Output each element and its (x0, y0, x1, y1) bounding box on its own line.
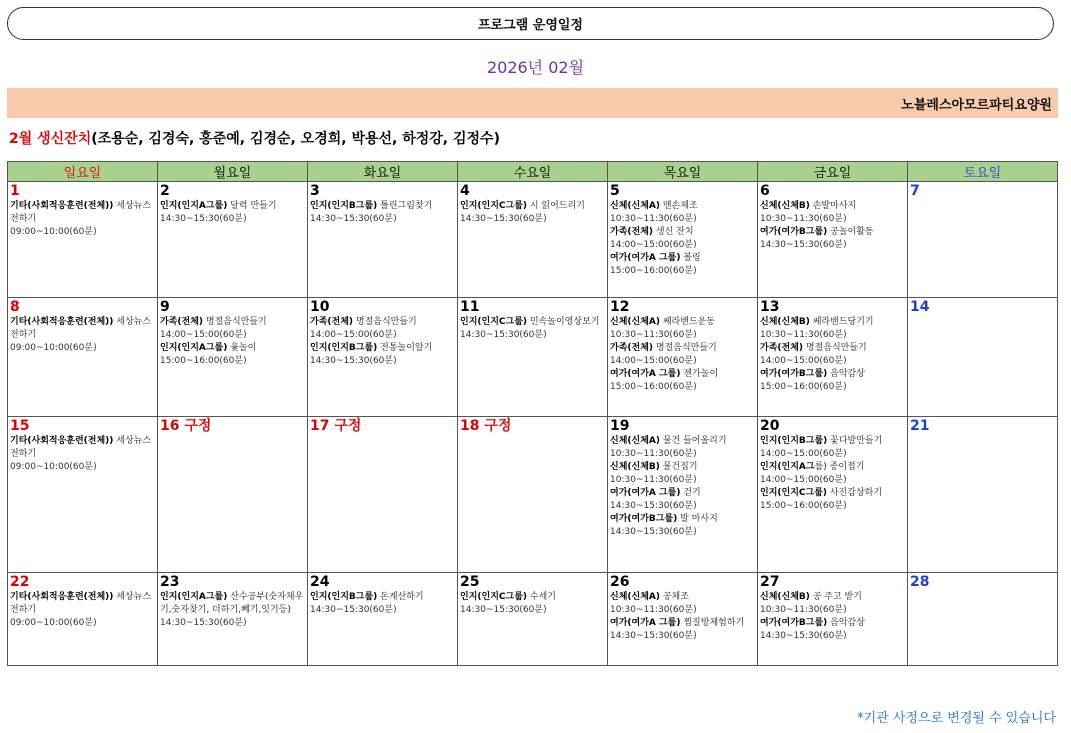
organization-name: 노블레스아모르파티요양원 (901, 97, 1052, 113)
event-category: 신체(신체B) (760, 201, 810, 211)
event-activity: 맨손체조 (659, 201, 698, 211)
calendar-day-cell (608, 298, 758, 417)
event-activity: 손발마사지 (809, 201, 857, 211)
event-category: 기타(사회적응훈련(전체)) (10, 436, 114, 446)
calendar-day-cell (458, 298, 608, 417)
program-event (760, 617, 906, 643)
program-event (760, 487, 906, 513)
program-event (310, 591, 456, 617)
calendar-week-row (8, 573, 1058, 666)
event-activity: 틀린그림찾기 (377, 201, 433, 211)
calendar-day-cell (908, 417, 1058, 573)
program-event (460, 200, 606, 226)
event-category: 인지(인지A그룹) (160, 592, 228, 602)
event-category: 신체(신체A) (610, 201, 660, 211)
event-time: 14:30~15:30(60분) (760, 240, 847, 250)
weekday-monday: 월요일 (158, 162, 308, 182)
calendar-day-cell (308, 298, 458, 417)
calendar-day-cell (158, 182, 308, 298)
event-time: 14:30~15:30(60분) (610, 501, 697, 511)
event-activity: 음악감상 (827, 369, 865, 379)
day-number: 13 (760, 299, 780, 315)
event-time: 14:30~15:30(60분) (310, 356, 397, 366)
footer-note: *기관 사정으로 변경될 수 있습니다 (857, 711, 1056, 726)
event-activity: 윷놀이 (227, 343, 257, 353)
event-category: 인지(인지C그룹) (460, 201, 527, 211)
event-activity: 수세기 (527, 592, 556, 602)
event-category: 기타(사회적응훈련(전체)) (10, 317, 114, 327)
program-event (760, 591, 906, 617)
event-category: 신체(신체A) (610, 436, 660, 446)
event-time: 14:00~15:00(60분) (760, 475, 847, 485)
event-time: 14:30~15:30(60분) (460, 214, 547, 224)
event-activity: 발 마사지 (677, 514, 718, 524)
event-category: 기타(사회적응훈련(전체)) (10, 592, 114, 602)
program-event (10, 435, 156, 474)
event-activity: 찜질방체험하기 (680, 618, 745, 628)
program-event (460, 591, 606, 617)
event-category: 인지(인지B그룹) (310, 343, 378, 353)
day-number: 14 (910, 299, 930, 315)
event-activity: 달력 만들기 (227, 201, 277, 211)
program-event (610, 342, 756, 368)
event-category: 가족(전체) (160, 317, 204, 327)
event-time: 10:30~11:30(60분) (760, 214, 847, 224)
weekday-thursday: 목요일 (608, 162, 758, 182)
organization-bar (7, 88, 1058, 118)
event-activity: 공체조 (659, 592, 689, 602)
event-time: 14:30~15:30(60분) (610, 527, 697, 537)
event-category: 신체(신체B) (760, 317, 810, 327)
event-activity: 명절음식만들기 (803, 343, 867, 353)
event-category: 여가(여가A 그룹) (610, 488, 681, 498)
event-time: 14:00~15:00(60분) (160, 330, 247, 340)
day-number: 20 (760, 418, 780, 434)
event-activity: 명절음식만들기 (203, 317, 267, 327)
day-number: 12 (610, 299, 630, 315)
weekday-saturday: 토요일 (908, 162, 1058, 182)
calendar-day-cell (158, 573, 308, 666)
calendar-day-cell (458, 573, 608, 666)
program-event (10, 200, 156, 239)
event-category: 가족(전체) (760, 343, 804, 353)
event-category: 인지(인지A그룹) (160, 201, 228, 211)
event-time: 14:00~15:00(60분) (760, 356, 847, 366)
event-category: 인지(인지A그 (760, 462, 815, 472)
calendar-week-row (8, 298, 1058, 417)
program-event (610, 252, 756, 278)
event-time: 10:30~11:30(60분) (610, 449, 697, 459)
event-time: 14:00~15:00(60분) (310, 330, 397, 340)
calendar-day-cell (308, 182, 458, 298)
event-category: 신체(신체B) (760, 592, 810, 602)
calendar-day-cell (8, 182, 158, 298)
event-category: 인지(인지A그룹) (160, 343, 228, 353)
day-number: 23 (160, 574, 180, 590)
program-event (610, 591, 756, 617)
day-number: 2 (160, 183, 170, 199)
event-activity: 전통놀이알기 (377, 343, 433, 353)
calendar-day-cell (308, 417, 458, 573)
calendar-day-cell (758, 573, 908, 666)
day-number: 6 (760, 183, 770, 199)
event-time: 10:30~11:30(60분) (610, 605, 697, 615)
event-activity: 젠가놀이 (680, 369, 719, 379)
event-activity: 명절음식만들기 (653, 343, 717, 353)
program-event (610, 435, 756, 461)
event-category: 여가(여가A 그룹) (610, 253, 681, 263)
day-number: 10 (310, 299, 330, 315)
event-category: 기타(사회적응훈련(전체)) (10, 201, 114, 211)
event-activity: 세상뉴스전하기 (10, 201, 152, 224)
event-activity: 공놀이활동 (827, 227, 874, 237)
day-number: 24 (310, 574, 330, 590)
program-event (610, 461, 756, 487)
program-event (610, 368, 756, 394)
event-category: 인지(인지B그룹) (310, 592, 378, 602)
event-time: 14:30~15:30(60분) (460, 605, 547, 615)
program-event (760, 461, 906, 487)
event-activity: 명절음식만들기 (353, 317, 417, 327)
event-time: 15:00~16:00(60분) (160, 356, 247, 366)
event-time: 10:30~11:30(60분) (610, 214, 697, 224)
birthday-title: 2월 생신잔치 (9, 131, 92, 147)
event-category: 신체(신체A) (610, 317, 660, 327)
event-time: 14:30~15:30(60분) (310, 214, 397, 224)
event-time: 10:30~11:30(60분) (610, 475, 697, 485)
holiday-label: 18 구정 (460, 418, 512, 434)
event-category: 신체(신체A) (610, 592, 660, 602)
day-number: 3 (310, 183, 320, 199)
calendar-week-row (8, 182, 1058, 298)
event-activity: 공 주고 받기 (809, 592, 862, 602)
program-event (10, 316, 156, 355)
event-category: 신체(신체B) (610, 462, 660, 472)
event-time: 14:30~15:30(60분) (460, 330, 547, 340)
event-activity: 음악감상 (827, 618, 865, 628)
program-event (160, 200, 306, 226)
holiday-label: 16 구정 (160, 418, 212, 434)
day-number: 25 (460, 574, 480, 590)
day-number: 26 (610, 574, 630, 590)
event-time: 09:00~10:00(60분) (10, 343, 97, 353)
program-event (760, 342, 906, 368)
event-time: 09:00~10:00(60분) (10, 227, 97, 237)
event-category: 가족(전체) (610, 227, 654, 237)
program-event (310, 316, 456, 342)
event-category: 여가(여가B그룹) (760, 369, 828, 379)
event-time: 14:30~15:30(60분) (310, 605, 397, 615)
event-activity: 볼링 (680, 253, 701, 263)
event-time: 09:00~10:00(60분) (10, 618, 97, 628)
day-number: 8 (10, 299, 20, 315)
calendar-day-cell (908, 573, 1058, 666)
event-activity: 사진감상하기 (827, 488, 883, 498)
calendar-day-cell (308, 573, 458, 666)
day-number: 5 (610, 183, 620, 199)
event-category: 여가(여가A 그룹) (610, 369, 681, 379)
calendar-day-cell (458, 417, 608, 573)
event-activity: 세상뉴스전하기 (10, 592, 152, 615)
day-number: 28 (910, 574, 930, 590)
program-event (610, 617, 756, 643)
calendar-day-cell (608, 573, 758, 666)
event-category: 인지(인지B그룹) (760, 436, 828, 446)
event-activity: 세상뉴스전하기 (10, 436, 152, 459)
day-number: 15 (10, 418, 30, 434)
program-event (610, 316, 756, 342)
calendar-week-row (8, 417, 1058, 573)
calendar-day-cell (908, 182, 1058, 298)
program-event (760, 226, 906, 252)
calendar-day-cell (758, 182, 908, 298)
event-category: 여가(여가B그룹) (610, 514, 678, 524)
event-time: 14:30~15:30(60분) (610, 631, 697, 641)
event-category: 여가(여가A 그룹) (610, 618, 681, 628)
weekday-sunday: 일요일 (8, 162, 158, 182)
event-time: 14:00~15:00(60분) (610, 240, 697, 250)
event-time: 15:00~16:00(60분) (760, 501, 847, 511)
event-activity: 물건집기 (659, 462, 698, 472)
day-number: 4 (460, 183, 470, 199)
event-activity: 꽃다발만들기 (827, 436, 883, 446)
calendar-day-cell (8, 417, 158, 573)
day-number: 7 (910, 183, 920, 199)
calendar-day-cell (758, 417, 908, 573)
event-category: 인지(인지C그룹) (760, 488, 827, 498)
event-time: 10:30~11:30(60분) (760, 605, 847, 615)
calendar-table (7, 161, 1058, 666)
event-time: 14:00~15:00(60분) (610, 356, 697, 366)
calendar-day-cell (158, 298, 308, 417)
program-event (760, 435, 906, 461)
calendar-day-cell (8, 298, 158, 417)
holiday-label: 17 구정 (310, 418, 362, 434)
event-time: 14:00~15:00(60분) (760, 449, 847, 459)
day-number: 9 (160, 299, 170, 315)
program-event (160, 591, 306, 630)
event-activity: 물건 들어올리기 (659, 436, 727, 446)
program-event (610, 487, 756, 513)
program-event (610, 226, 756, 252)
event-activity: 룹) 종이접기 (814, 462, 865, 472)
calendar-day-cell (8, 573, 158, 666)
event-category: 인지(인지C그룹) (460, 317, 527, 327)
event-activity: 돈계산하기 (377, 592, 424, 602)
event-category: 인지(인지C그룹) (460, 592, 527, 602)
program-event (610, 513, 756, 539)
program-event (10, 591, 156, 630)
day-number: 21 (910, 418, 930, 434)
event-activity: 민속놀이영상보기 (527, 317, 600, 327)
event-category: 인지(인지B그룹) (310, 201, 378, 211)
program-event (460, 316, 606, 342)
program-event (310, 342, 456, 368)
event-activity: 시 읽어드리기 (527, 201, 585, 211)
calendar-day-cell (758, 298, 908, 417)
event-time: 15:00~16:00(60분) (610, 266, 697, 276)
event-category: 여가(여가B그룹) (760, 227, 828, 237)
event-activity: 걷기 (680, 488, 701, 498)
event-activity: 생신 잔치 (653, 227, 694, 237)
calendar-day-cell (158, 417, 308, 573)
weekday-tuesday: 화요일 (308, 162, 458, 182)
calendar-day-cell (908, 298, 1058, 417)
weekday-header-row (8, 162, 1058, 182)
event-category: 가족(전체) (610, 343, 654, 353)
program-event (160, 316, 306, 342)
page-title: 프로그램 운영일정 (7, 7, 1054, 40)
event-activity: 쎄라밴드운동 (659, 317, 715, 327)
day-number: 19 (610, 418, 630, 434)
day-number: 11 (460, 299, 480, 315)
event-activity: 세상뉴스전하기 (10, 317, 152, 340)
day-number: 27 (760, 574, 780, 590)
weekday-friday: 금요일 (758, 162, 908, 182)
program-event (610, 200, 756, 226)
program-event (160, 342, 306, 368)
event-time: 09:00~10:00(60분) (10, 462, 97, 472)
program-event (760, 368, 906, 394)
calendar-day-cell (608, 182, 758, 298)
event-time: 10:30~11:30(60분) (760, 330, 847, 340)
day-number: 1 (10, 183, 20, 199)
event-activity: 산수공부(숫자채우기,숫자찾기, 더하기,빼기,잇기등) (160, 592, 304, 615)
program-event (760, 200, 906, 226)
calendar-day-cell (608, 417, 758, 573)
birthday-line (9, 128, 500, 148)
event-time: 10:30~11:30(60분) (610, 330, 697, 340)
event-time: 15:00~16:00(60분) (760, 382, 847, 392)
program-event (760, 316, 906, 342)
birthday-names: (조용순, 김경숙, 홍준예, 김경순, 오경희, 박용선, 하정강, 김정수) (91, 131, 500, 147)
event-category: 가족(전체) (310, 317, 354, 327)
event-category: 여가(여가B그룹) (760, 618, 828, 628)
calendar-day-cell (458, 182, 608, 298)
event-time: 14:30~15:30(60분) (160, 618, 247, 628)
event-time: 15:00~16:00(60분) (610, 382, 697, 392)
weekday-wednesday: 수요일 (458, 162, 608, 182)
event-activity: 쎄라밴드당기기 (809, 317, 874, 327)
event-time: 14:30~15:30(60분) (760, 631, 847, 641)
event-time: 14:30~15:30(60분) (160, 214, 247, 224)
month-label: 2026년 02월 (486, 58, 585, 77)
day-number: 22 (10, 574, 30, 590)
program-event (310, 200, 456, 226)
